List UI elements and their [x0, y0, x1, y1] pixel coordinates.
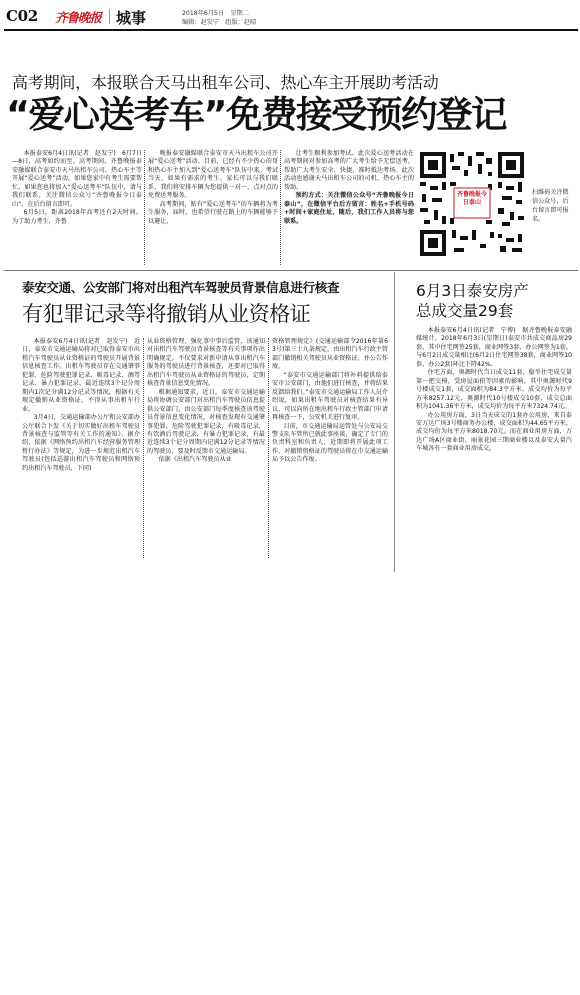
story1-col2-para-1: 晚报泰安融媒联合泰安市天马出租车公司开展“爱心送考”活动。目前，已经有不少热心的哥和热心车主加入到“爱心送考车”队伍中来。考试当天，如果有需求的考生、家长可以与我们联系，我们将安排车辆为您提供一对一、点对点的免费送考服务。: [148, 150, 278, 200]
story3-headline: [416, 281, 529, 321]
story2-col3-para-3: 目前，市交通运输局运管处与公安局交警支队车管所已就此事座谈，确定了专门的负责科室和负责人，近期即将开展此项工作，对撤销资格证的驾驶员将在市交通运输局予以公告作废。: [272, 422, 388, 464]
story2-col2-para-2: 根据通知要求，近日，泰安市交通运输局将协调公安部门对出租汽车驾驶员信息提供公安部门，由公安部门每季度核查该驾驶员背景信息变化情况，对核查发现有交通肇事犯罪、危险驾驶犯罪记录，有吸毒记录，有饮酒后驾驶记录，有暴力犯罪记录，有最近连续3个记分周期内记满12分记录等情况的驾驶员，要及时反馈市交通运输局。: [147, 388, 265, 455]
story-divider: [394, 272, 395, 572]
story1-column-1: [12, 150, 142, 226]
story3-body: [416, 327, 572, 454]
qr-code: [418, 150, 526, 258]
story2-col3-para-1: 资格管理规定》(交通运输部令2016年第63号)第三十九条规定，由出租汽车行政主管部门撤销相关驾驶员从业资格证，并公告作废。: [272, 338, 388, 371]
qr-caption: 扫维码关注微信公众号，后台留言即可报名。: [532, 189, 569, 223]
story2-col1-para-2: 3月4日，交通运输部办公厅和公安部办公厅联合下发《关于切实做好出租车驾驶员背景核查与监管等有关工作的通知》。据介绍，依据《网络预约出租汽车经营服务管理暂行办法》等规定，为进一步规范出租汽车驾驶员(包括巡游出租汽车驾驶员和网络预约出租汽车驾驶员，下同): [22, 414, 140, 472]
story3-para-2: 住宅方面，奥源时代当日成交11套，稳坐住宅成交量第一把交椅，受房屋面积等因素的影响，其中奥源时代9号楼成交1套，成交面积为84.3平方米，成交均价为每平方米8257.12元，奥源时代10号楼成交10套，成交总面积为1041.36平方米，成交均价为每平方米7324.74元。: [416, 369, 572, 411]
story3-para-1: 本报泰安6月4日讯(记者 宁博) 据齐鲁晚报泰安融媒统计，2018年6月3日(星期日)泰安市共成交商品房29套，其中住宅网签25套，商业网签3套，办公网签为1套。与6月2日成交量相比(6月2日住宅网签38套，商业网签10套，办公2套)环比下降42%。: [416, 327, 572, 368]
column-divider: [143, 338, 144, 558]
header-rule: [4, 29, 578, 31]
story3-para-3: 办公用房方面，3日当天成交的1套办公用房，来自泰安万达广场3号楼商务办公楼，成交面积为44.65平方米，成交均价为每平方米8018.70元。而在商业用房方面，万达广场A区商业街、丽景花园三期商业楼以及泰安大量汽车城各有一套商业用房成交。: [416, 411, 572, 453]
story1-kicker: 高考期间，本报联合天马出租车公司、热心车主开展助考活动: [12, 73, 439, 92]
story2-column-2: [147, 338, 265, 465]
story2-column-3: [272, 338, 388, 465]
story2-column-1: [22, 338, 140, 473]
story1-headline: “爱心送考车”免费接受预约登记: [6, 93, 506, 136]
story3-headline-line-2: 总成交量29套: [416, 302, 514, 320]
column-divider: [268, 338, 269, 558]
story3-headline-line-1: 6月3日泰安房产: [416, 282, 529, 300]
story2-col2-para-3: 依据《出租汽车驾驶员从业: [158, 456, 232, 464]
editor-credits: 编辑：赵发宁 组版：赵晴: [182, 19, 257, 26]
story1-col3-para-1: 让考生顺利参加考试。此次爱心送考活动在高考期间对参加高考的广大考生给予无偿送考，帮助广大考生安全、快捷、准时抵达考场。此次活动也感谢天马出租车公司的司机、热心车主的帮助。: [284, 150, 414, 191]
story2-col2-para-1: 从业资格管理，强化事中事后监管，该通知对出租汽车驾驶员背景核查等有关事项作出明确规定。不仅要求对新申请从事出租汽车服务的驾驶员进行背景核查，还要对已取得出租汽车驾驶员从业资格证的驾驶员，定期核查背景信息变化情况。: [147, 338, 265, 388]
section-title: 城事: [116, 9, 147, 27]
story2-headline: 有犯罪记录等将撤销从业资格证: [22, 302, 311, 326]
page-number: C02: [6, 7, 38, 25]
story1-column-3: [284, 150, 414, 226]
story1-col1-para-2: 6月5日，距离2018年高考还有2天时间。为了助力考生，齐鲁: [12, 209, 142, 225]
issue-date: 2018年6月5日 星期二: [182, 10, 249, 17]
header-divider: [109, 9, 110, 24]
story2-kicker: 泰安交通、公安部门将对出租汽车驾驶员背景信息进行核查: [22, 280, 340, 295]
story1-column-2: [148, 150, 278, 226]
story1-col2-para-2: 高考期间，贴有“爱心送考车”的车辆将为考生服务，届时，也希望行驶在路上的车辆能够予以避让，: [148, 200, 278, 225]
qr-center-logo: 齐鲁晚报今日泰山: [456, 191, 487, 206]
story2-col3-para-2: “泰安市交通运输部门将补料提供给泰安市公安部门，由他们进行核查，并将结果反馈给我们。”泰安市交通运输局工作人员介绍说，如果出租车驾驶员对核查结果有异议，可以向所在地出租车行政主管部门申请再核查一下，公安机关进行复审。: [272, 371, 388, 422]
story1-col3-para-2: 预约方式：关注微信公众号“齐鲁晚报今日泰山”，在微信平台后方留言：姓名+手机号码+时间+家庭住址，随后，我们工作人员将与您联系。: [284, 192, 414, 225]
story1-col1-para-1: 本报泰安6月4日讯(记者 赵发宁) 6月7日—8日，高考如约而至。高考期间，齐鲁晚报泰安融媒联合泰安市天马出租车公司、热心车主等开展“爱心送考”活动，如果您家中有考生需要帮忙，如果您也将加入“爱心送考车”队伍中，请与我们联系，关注微信公众号“齐鲁晚报今日泰山”，在后台留言即可。: [12, 150, 142, 208]
column-divider: [144, 150, 145, 265]
story2-col1-para-1: 本报泰安6月4日讯(记者 赵发宁) 近日，泰安市交通运输局将对已取得泰安市出租汽车驾驶员从业资格证的驾驶员开展背景信息核查工作。出租车驾驶员存在交通肇事犯罪、危险驾驶犯罪记录、吸毒记录、酒驾记录、暴力犯罪记录、最近连续3个记分周期内1次记分满12分记录等情况，根据有关规定撤销从业资格证，不得从事出租车行业。: [22, 338, 140, 413]
section-divider: [4, 270, 578, 271]
page-header: [0, 0, 580, 28]
column-divider: [280, 150, 281, 265]
masthead-logo: 齐鲁晚报: [55, 10, 102, 25]
